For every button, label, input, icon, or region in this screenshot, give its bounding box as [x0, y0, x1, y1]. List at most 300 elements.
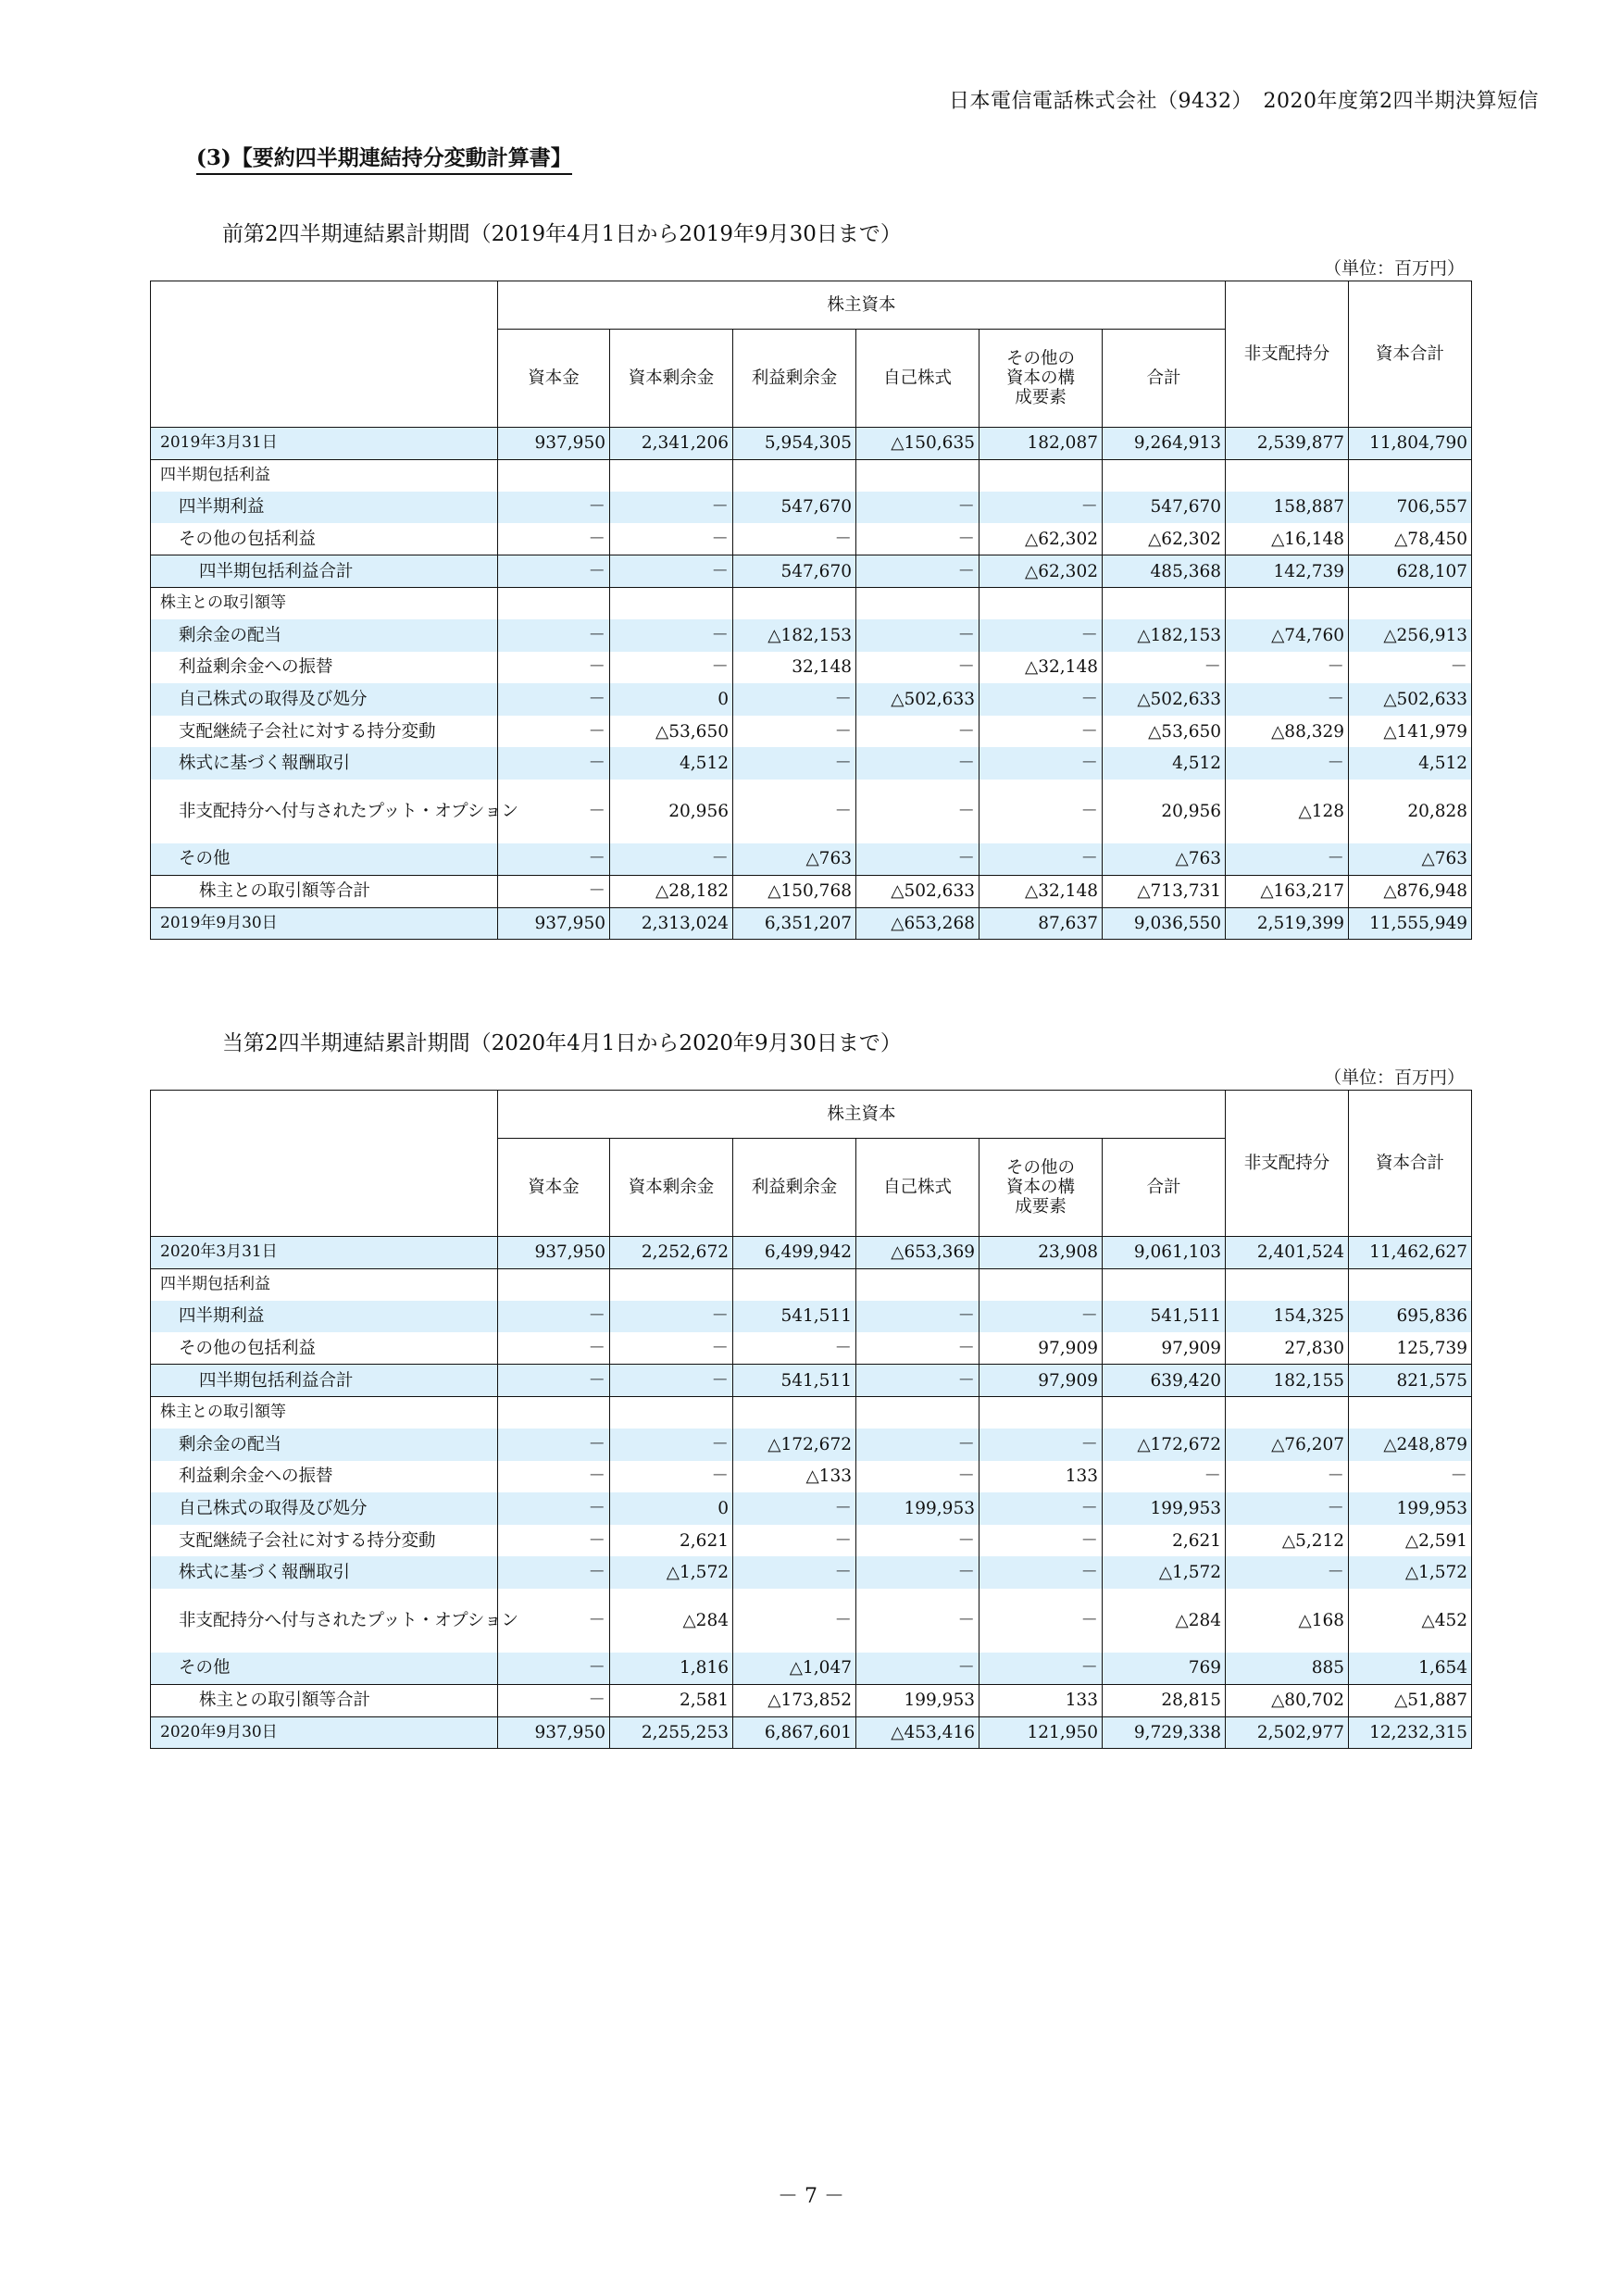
header-shareholders-equity: 株主資本 — [498, 1091, 1226, 1139]
table-cell: － — [610, 619, 733, 652]
table-cell — [856, 459, 979, 492]
table-cell: － — [979, 619, 1103, 652]
table-cell: － — [1226, 1461, 1349, 1493]
table-cell: △1,572 — [610, 1556, 733, 1589]
table-cell: △16,148 — [1226, 523, 1349, 555]
table-cell: 9,264,913 — [1103, 428, 1226, 460]
table-cell: － — [979, 1492, 1103, 1525]
table-cell: △284 — [1103, 1589, 1226, 1653]
table-cell — [733, 1396, 856, 1429]
table-cell: － — [856, 1301, 979, 1333]
table-cell — [498, 1396, 610, 1429]
table-cell — [1103, 1268, 1226, 1301]
table-cell: △128 — [1226, 780, 1349, 843]
row-label: 2019年3月31日 — [151, 428, 498, 460]
table-cell: 133 — [979, 1461, 1103, 1493]
table-cell — [498, 459, 610, 492]
row-label: 株式に基づく報酬取引 — [151, 747, 498, 780]
table-cell: △32,148 — [979, 876, 1103, 908]
table-cell: － — [610, 492, 733, 524]
table-row — [151, 780, 1472, 843]
table-row — [151, 1461, 1472, 1493]
header-treasury-stock: 自己株式 — [856, 1139, 979, 1237]
table-cell — [1349, 459, 1472, 492]
table-cell: △502,633 — [1103, 683, 1226, 716]
header-capital-surplus: 資本剰余金 — [610, 1139, 733, 1237]
table-cell: 5,954,305 — [733, 428, 856, 460]
table-cell: － — [1226, 1556, 1349, 1589]
table-cell — [733, 587, 856, 619]
table-cell: 821,575 — [1349, 1365, 1472, 1397]
table-cell: － — [498, 1685, 610, 1717]
table-cell: － — [498, 843, 610, 876]
table-row — [151, 652, 1472, 684]
table-cell: △182,153 — [733, 619, 856, 652]
table-cell: △2,591 — [1349, 1525, 1472, 1557]
table-cell — [979, 1396, 1103, 1429]
table-cell: △163,217 — [1226, 876, 1349, 908]
row-label: 利益剰余金への振替 — [151, 1461, 498, 1493]
table-cell: 485,368 — [1103, 555, 1226, 588]
row-label: 株主との取引額等合計 — [151, 1685, 498, 1717]
table-row — [151, 1396, 1472, 1429]
table-cell — [1103, 587, 1226, 619]
table-cell — [610, 459, 733, 492]
unit-label-current: （単位：百万円） — [1323, 1067, 1465, 1088]
table-cell: 199,953 — [856, 1685, 979, 1717]
row-label: 剰余金の配当 — [151, 619, 498, 652]
header-treasury-stock: 自己株式 — [856, 330, 979, 428]
table-cell: － — [856, 1429, 979, 1461]
page-number: － 7 － — [778, 2185, 844, 2208]
table-cell — [498, 587, 610, 619]
table-row — [151, 523, 1472, 555]
table-cell: － — [498, 716, 610, 748]
table-cell — [1226, 459, 1349, 492]
table-cell: － — [733, 1492, 856, 1525]
row-label: その他 — [151, 843, 498, 876]
table-cell: 199,953 — [856, 1492, 979, 1525]
table-cell: 2,581 — [610, 1685, 733, 1717]
table-row — [151, 1556, 1472, 1589]
table-cell: △502,633 — [856, 683, 979, 716]
table-cell: － — [856, 492, 979, 524]
table-row — [151, 1716, 1472, 1749]
row-label: 株主との取引額等 — [151, 1396, 498, 1429]
table-cell: － — [856, 1589, 979, 1653]
table-cell: 133 — [979, 1685, 1103, 1717]
table-row — [151, 1653, 1472, 1685]
table-cell: － — [733, 1525, 856, 1557]
row-label: 剰余金の配当 — [151, 1429, 498, 1461]
table-cell: 87,637 — [979, 907, 1103, 940]
table-cell: 32,148 — [733, 652, 856, 684]
table-cell: － — [733, 1589, 856, 1653]
table-cell: － — [498, 780, 610, 843]
table-cell: △502,633 — [856, 876, 979, 908]
table-cell: － — [979, 1653, 1103, 1685]
table-cell: － — [610, 1365, 733, 1397]
table-row — [151, 492, 1472, 524]
table-cell: △76,207 — [1226, 1429, 1349, 1461]
table-cell: － — [498, 1492, 610, 1525]
table-cell: △133 — [733, 1461, 856, 1493]
row-label: 四半期包括利益合計 — [151, 1365, 498, 1397]
row-label: 2020年3月31日 — [151, 1237, 498, 1269]
table-cell: － — [856, 747, 979, 780]
table-cell: － — [856, 780, 979, 843]
table-cell: △256,913 — [1349, 619, 1472, 652]
table-cell — [610, 587, 733, 619]
table-cell: 6,351,207 — [733, 907, 856, 940]
table-cell: － — [733, 683, 856, 716]
table-cell: － — [498, 1525, 610, 1557]
table-cell: 28,815 — [1103, 1685, 1226, 1717]
table-cell: － — [979, 683, 1103, 716]
table-cell: 937,950 — [498, 1716, 610, 1749]
table-cell: △182,153 — [1103, 619, 1226, 652]
header-row — [151, 281, 1472, 330]
table-row — [151, 843, 1472, 876]
row-label: 四半期包括利益 — [151, 459, 498, 492]
table-cell: △62,302 — [1103, 523, 1226, 555]
table-cell: △150,768 — [733, 876, 856, 908]
table-cell: △53,650 — [610, 716, 733, 748]
table-row — [151, 1525, 1472, 1557]
table-cell: 2,539,877 — [1226, 428, 1349, 460]
table-cell: 97,909 — [1103, 1332, 1226, 1365]
table-cell: △452 — [1349, 1589, 1472, 1653]
table-cell — [1349, 1268, 1472, 1301]
table-cell: － — [856, 1332, 979, 1365]
table-cell — [856, 1396, 979, 1429]
table-cell: － — [498, 1653, 610, 1685]
row-label: 自己株式の取得及び処分 — [151, 683, 498, 716]
table-cell: 2,341,206 — [610, 428, 733, 460]
header-corner — [151, 281, 498, 428]
table-cell: 23,908 — [979, 1237, 1103, 1269]
header-subtotal: 合計 — [1103, 330, 1226, 428]
table-cell: － — [733, 523, 856, 555]
table-cell: － — [610, 1429, 733, 1461]
table-cell: － — [1226, 1492, 1349, 1525]
table-cell: 628,107 — [1349, 555, 1472, 588]
header-other-components-line: その他の — [1005, 1157, 1075, 1178]
header-retained-earnings: 利益剰余金 — [733, 1139, 856, 1237]
section-title: (3)【要約四半期連結持分変動計算書】 — [196, 141, 572, 175]
row-label: 支配継続子会社に対する持分変動 — [151, 716, 498, 748]
table-cell: － — [498, 652, 610, 684]
table-cell: △78,450 — [1349, 523, 1472, 555]
table-cell: 4,512 — [610, 747, 733, 780]
table-cell — [856, 1268, 979, 1301]
table-cell: △653,268 — [856, 907, 979, 940]
table-cell: － — [1103, 652, 1226, 684]
table-row — [151, 716, 1472, 748]
row-label: 2020年9月30日 — [151, 1716, 498, 1749]
table-cell: － — [733, 1332, 856, 1365]
table-cell: － — [979, 747, 1103, 780]
table-cell: － — [979, 843, 1103, 876]
table-cell: 158,887 — [1226, 492, 1349, 524]
table-cell: 547,670 — [1103, 492, 1226, 524]
header-subtotal: 合計 — [1103, 1139, 1226, 1237]
table-cell: － — [856, 652, 979, 684]
row-label: 利益剰余金への振替 — [151, 652, 498, 684]
table-cell: － — [498, 1556, 610, 1589]
table-cell: △53,650 — [1103, 716, 1226, 748]
table-cell: △150,635 — [856, 428, 979, 460]
header-non-controlling: 非支配持分 — [1226, 1091, 1349, 1237]
table-cell: － — [1349, 652, 1472, 684]
table-cell: － — [856, 1653, 979, 1685]
table-cell: － — [498, 1589, 610, 1653]
table-cell: 2,519,399 — [1226, 907, 1349, 940]
table-cell: 2,621 — [610, 1525, 733, 1557]
table-cell: 541,511 — [733, 1365, 856, 1397]
table-cell: 97,909 — [979, 1332, 1103, 1365]
table-cell: － — [610, 652, 733, 684]
table-cell: △62,302 — [979, 555, 1103, 588]
table-cell: 1,816 — [610, 1653, 733, 1685]
table-cell: － — [498, 876, 610, 908]
header-capital: 資本金 — [498, 1139, 610, 1237]
table-cell — [1226, 1268, 1349, 1301]
table-cell: 199,953 — [1103, 1492, 1226, 1525]
table-cell: － — [856, 1461, 979, 1493]
table-cell: 6,867,601 — [733, 1716, 856, 1749]
table-row — [151, 459, 1472, 492]
table-cell: － — [610, 843, 733, 876]
table-cell: － — [733, 780, 856, 843]
table-row — [151, 683, 1472, 716]
table-cell: － — [979, 1589, 1103, 1653]
table-row — [151, 1237, 1472, 1269]
header-shareholders-equity: 株主資本 — [498, 281, 1226, 330]
table-cell: △763 — [1349, 843, 1472, 876]
table-row — [151, 1429, 1472, 1461]
table-cell: － — [610, 1461, 733, 1493]
table-cell: － — [498, 683, 610, 716]
table-cell — [1103, 1396, 1226, 1429]
header-other-components-line: その他の — [1005, 348, 1075, 368]
table-row — [151, 1365, 1472, 1397]
table-cell: △248,879 — [1349, 1429, 1472, 1461]
table-cell: 6,499,942 — [733, 1237, 856, 1269]
table-cell: － — [856, 843, 979, 876]
table-cell: △876,948 — [1349, 876, 1472, 908]
table-cell — [610, 1396, 733, 1429]
table-cell: 2,313,024 — [610, 907, 733, 940]
row-label: 株主との取引額等 — [151, 587, 498, 619]
table-cell: － — [610, 1301, 733, 1333]
equity-table-prior — [150, 281, 1472, 940]
table-cell: 142,739 — [1226, 555, 1349, 588]
table-cell: 695,836 — [1349, 1301, 1472, 1333]
table-cell: － — [856, 1525, 979, 1557]
table-row — [151, 876, 1472, 908]
table-cell: 27,830 — [1226, 1332, 1349, 1365]
table-cell: 4,512 — [1349, 747, 1472, 780]
table-cell: － — [610, 523, 733, 555]
table-cell: 639,420 — [1103, 1365, 1226, 1397]
table-cell — [1349, 587, 1472, 619]
row-label: 株主との取引額等合計 — [151, 876, 498, 908]
table-cell: 97,909 — [979, 1365, 1103, 1397]
table-cell: － — [733, 1556, 856, 1589]
row-label: その他の包括利益 — [151, 523, 498, 555]
table-cell: 154,325 — [1226, 1301, 1349, 1333]
table-cell: 11,462,627 — [1349, 1237, 1472, 1269]
table-cell: － — [1226, 652, 1349, 684]
table-cell: 2,252,672 — [610, 1237, 733, 1269]
header-other-components — [979, 330, 1103, 428]
period-title-current: 当第2四半期連結累計期間（2020年4月1日から2020年9月30日まで） — [222, 1031, 902, 1055]
header-other-components-line: 成要素 — [1015, 1197, 1067, 1217]
table-cell: △28,182 — [610, 876, 733, 908]
table-cell: － — [498, 492, 610, 524]
table-cell: 937,950 — [498, 428, 610, 460]
table-cell: △1,572 — [1103, 1556, 1226, 1589]
row-label: 四半期包括利益 — [151, 1268, 498, 1301]
table-cell: － — [733, 716, 856, 748]
table-row — [151, 747, 1472, 780]
table-cell: － — [1226, 747, 1349, 780]
table-cell — [610, 1268, 733, 1301]
table-cell: － — [498, 523, 610, 555]
table-cell: － — [733, 747, 856, 780]
table-cell: － — [856, 619, 979, 652]
table-cell: 2,255,253 — [610, 1716, 733, 1749]
table-cell: － — [1103, 1461, 1226, 1493]
table-cell: － — [979, 716, 1103, 748]
table-cell: － — [1226, 843, 1349, 876]
table-cell: △172,672 — [1103, 1429, 1226, 1461]
table-cell: － — [979, 1429, 1103, 1461]
table-cell: － — [979, 1556, 1103, 1589]
table-cell: △141,979 — [1349, 716, 1472, 748]
header-other-components-line: 資本の構 — [1005, 1177, 1075, 1197]
table-cell: － — [979, 492, 1103, 524]
table-cell: － — [498, 1429, 610, 1461]
header-total-equity: 資本合計 — [1349, 1091, 1472, 1237]
table-row — [151, 1589, 1472, 1653]
row-label: 四半期包括利益合計 — [151, 555, 498, 588]
table-cell — [979, 587, 1103, 619]
table-cell: 20,828 — [1349, 780, 1472, 843]
table-cell: － — [979, 1525, 1103, 1557]
table-cell: － — [498, 1461, 610, 1493]
table-cell: 937,950 — [498, 907, 610, 940]
header-retained-earnings: 利益剰余金 — [733, 330, 856, 428]
table-cell: △763 — [1103, 843, 1226, 876]
table-cell: △653,369 — [856, 1237, 979, 1269]
table-cell: △51,887 — [1349, 1685, 1472, 1717]
table-cell: － — [610, 1332, 733, 1365]
table-cell: 885 — [1226, 1653, 1349, 1685]
row-label: 非支配持分へ付与されたプット・オプション — [151, 1589, 498, 1653]
unit-label-prior: （単位：百万円） — [1323, 258, 1465, 279]
table-cell: － — [856, 1365, 979, 1397]
row-label: 株式に基づく報酬取引 — [151, 1556, 498, 1589]
table-cell: △168 — [1226, 1589, 1349, 1653]
table-cell: △172,672 — [733, 1429, 856, 1461]
table-cell: － — [856, 555, 979, 588]
table-row — [151, 907, 1472, 940]
document-header: 日本電信電話株式会社（9432） 2020年度第2四半期決算短信 — [949, 90, 1539, 113]
table-cell: － — [498, 555, 610, 588]
table-cell: 706,557 — [1349, 492, 1472, 524]
table-row — [151, 1332, 1472, 1365]
table-cell: － — [856, 1556, 979, 1589]
table-cell: 769 — [1103, 1653, 1226, 1685]
table-cell: 541,511 — [733, 1301, 856, 1333]
table-cell: △5,212 — [1226, 1525, 1349, 1557]
row-label: 2019年9月30日 — [151, 907, 498, 940]
table-cell: 9,061,103 — [1103, 1237, 1226, 1269]
equity-table-current — [150, 1090, 1472, 1749]
table-cell — [733, 1268, 856, 1301]
table-cell: 937,950 — [498, 1237, 610, 1269]
table-cell: 12,232,315 — [1349, 1716, 1472, 1749]
table-cell: － — [498, 619, 610, 652]
table-cell: △32,148 — [979, 652, 1103, 684]
table-cell: △453,416 — [856, 1716, 979, 1749]
header-row — [151, 1091, 1472, 1139]
table-cell: － — [1349, 1461, 1472, 1493]
table-cell — [1226, 1396, 1349, 1429]
table-cell: 9,729,338 — [1103, 1716, 1226, 1749]
table-cell: 541,511 — [1103, 1301, 1226, 1333]
table-cell: 547,670 — [733, 555, 856, 588]
table-cell: 0 — [610, 683, 733, 716]
table-cell: 1,654 — [1349, 1653, 1472, 1685]
table-cell: △173,852 — [733, 1685, 856, 1717]
table-cell — [1103, 459, 1226, 492]
table-cell — [1349, 1396, 1472, 1429]
table-cell: 2,401,524 — [1226, 1237, 1349, 1269]
table-cell: 11,804,790 — [1349, 428, 1472, 460]
table-cell — [856, 587, 979, 619]
table-cell: △62,302 — [979, 523, 1103, 555]
table-cell: 199,953 — [1349, 1492, 1472, 1525]
row-label: 四半期利益 — [151, 492, 498, 524]
table-cell: △763 — [733, 843, 856, 876]
table-cell: 121,950 — [979, 1716, 1103, 1749]
table-cell: 182,155 — [1226, 1365, 1349, 1397]
header-capital: 資本金 — [498, 330, 610, 428]
table-cell: － — [856, 523, 979, 555]
table-cell: △74,760 — [1226, 619, 1349, 652]
table-cell: － — [979, 1301, 1103, 1333]
row-label: 支配継続子会社に対する持分変動 — [151, 1525, 498, 1557]
table-cell — [979, 459, 1103, 492]
table-cell: △88,329 — [1226, 716, 1349, 748]
header-other-components-line: 資本の構 — [1005, 368, 1075, 388]
table-cell: △80,702 — [1226, 1685, 1349, 1717]
table-row — [151, 1301, 1472, 1333]
table-cell: 2,621 — [1103, 1525, 1226, 1557]
table-cell: 9,036,550 — [1103, 907, 1226, 940]
table-cell — [733, 459, 856, 492]
table-cell: 547,670 — [733, 492, 856, 524]
table-cell: － — [498, 1332, 610, 1365]
table-cell: － — [610, 555, 733, 588]
row-label: 非支配持分へ付与されたプット・オプション — [151, 780, 498, 843]
row-label: その他の包括利益 — [151, 1332, 498, 1365]
table-cell: － — [498, 747, 610, 780]
header-other-components-line: 成要素 — [1015, 388, 1067, 408]
